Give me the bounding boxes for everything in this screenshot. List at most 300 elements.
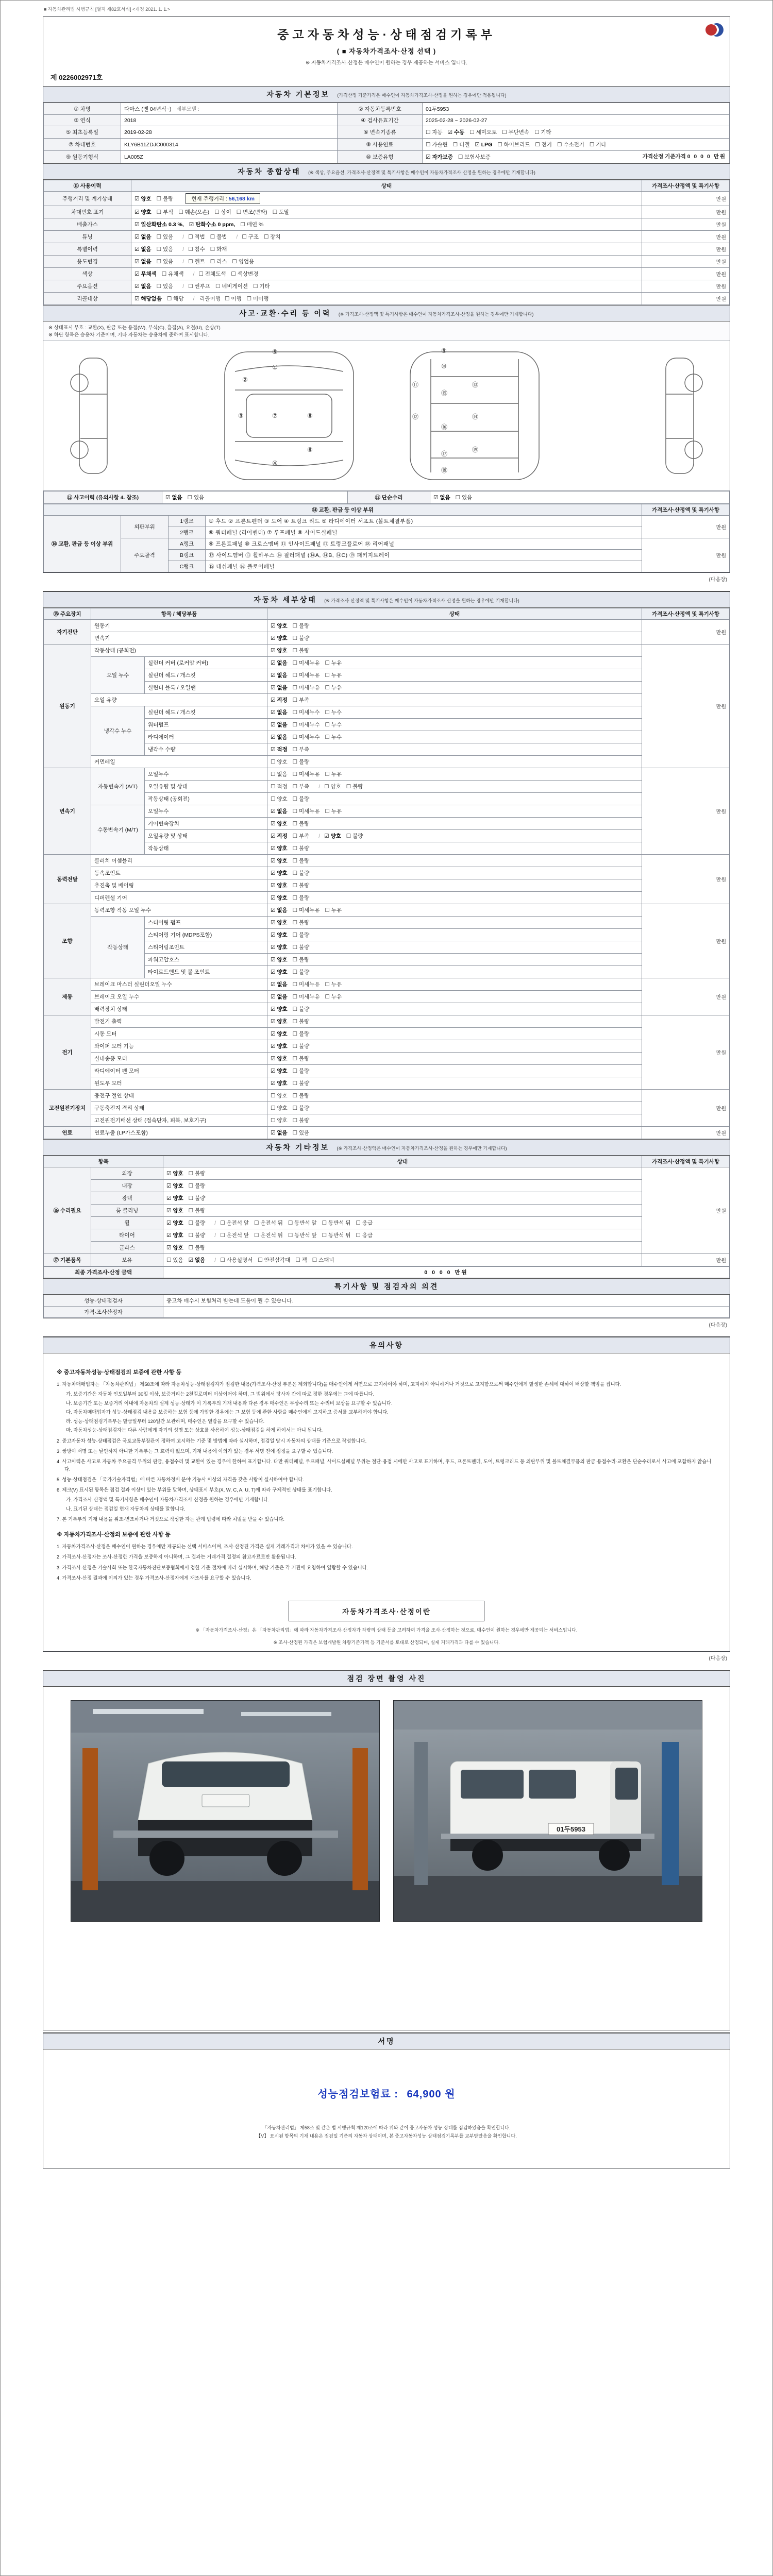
checkbox-option[interactable]: ☐ 썬루프 [188,283,210,290]
checkbox-option[interactable]: ☐ 불량 [292,845,310,852]
status-cell [267,669,642,682]
checkbox-option[interactable]: ☐ 네비게이션 [215,283,248,290]
checkbox-option[interactable]: ☐ 불량 [292,1080,310,1087]
checkbox-option[interactable]: ☐ 양호 [324,784,341,790]
detail-row [44,682,730,694]
checkbox-option[interactable]: ☑ 없음 [271,722,288,728]
checkbox-option[interactable]: ☑ 적정 [271,747,288,753]
checkbox-option[interactable]: ☐ 렌트 [188,259,205,265]
submodel-label: 세부모델 : [176,107,199,112]
checkbox-option[interactable]: ☐ 있음 [166,1257,183,1263]
checkbox-option[interactable]: ☐ 누유 [325,981,342,988]
item-label: 시동 모터 [91,1028,267,1040]
checkbox-option[interactable]: ☐ 불량 [292,858,310,864]
checkbox-option[interactable]: ☐ 누유 [325,771,342,777]
panel-number-mark: ④ [272,460,278,467]
checkbox-option[interactable]: ☐ 양호 [271,796,288,802]
checkbox-option[interactable]: ☐ 미세누유 [292,981,320,988]
checkbox-option[interactable]: ☐ 불량 [292,920,310,926]
checkbox-option[interactable]: ☑ 양호 [271,1080,288,1087]
checkbox-option[interactable]: ☐ 운전석 앞 [220,1232,249,1239]
detail-row [44,842,730,855]
checkbox-option[interactable]: ☐ 불량 [292,1068,310,1074]
notice-item: 4. 사고이력은 사고로 자동차 주요골격 부위의 판금, 용접수리 및 교환이 있는 경우에 한하여 표기합니다. 다만 쿼터패널, 루프패널, 사이드실패널 부위는 절단·용접 시에만 사고로 표기하며, 후드, 프론트펜더, 도어, 트렁크리드 등 외판부위 및 볼트체결부품의 판금·용접수리·교환은 단순수리로서 사고에 포함하지 않습니다. [57,1459,712,1472]
checkbox-option[interactable]: ☐ 스패너 [312,1257,334,1263]
rank-label: B랭크 [169,550,206,561]
checkbox-option[interactable]: ☐ 불량 [292,796,310,802]
base-price-label: 가격산정 기준가격 [642,154,686,160]
checkbox-option[interactable]: ☐ 부족 [292,747,310,753]
status-cell [267,719,642,731]
status-cell [267,1114,642,1127]
checkbox-option[interactable]: ☐ 미세누수 [292,709,320,716]
checkbox-option[interactable]: ☐ 부족 [292,833,310,839]
status-cell [267,1077,642,1090]
checkbox-option[interactable]: ☑ 양호 [166,1183,183,1189]
checkbox-option[interactable]: ☐ 전기 [535,142,552,148]
checkbox-option[interactable]: ☑ 양호 [271,858,288,864]
checkbox-option[interactable]: ☑ 없음 [433,495,450,501]
checkbox-option[interactable]: ☑ 없음 [271,734,288,740]
checkbox-option[interactable]: ☐ 불량 [292,821,310,827]
checkbox-option[interactable]: ☑ 양호 [271,932,288,938]
section-title: 자동차 기타정보 [266,1143,329,1151]
checkbox-option[interactable]: ☐ 디젤 [452,142,470,148]
checkbox-option[interactable]: ☑ 양호 [271,623,288,629]
checkbox-option[interactable]: ☑ 양호 [271,870,288,876]
checkbox-option[interactable]: ☐ 운전석 앞 [220,1220,249,1226]
checkbox-option[interactable]: ☑ 없음 [271,685,288,691]
section-header-notice [43,1337,730,1353]
field-value-engine: LA005Z [121,151,338,163]
misc-row [44,1180,730,1192]
checkbox-option[interactable]: ☐ 누유 [325,660,342,666]
checkbox-option[interactable]: ☐ 하이브리드 [497,142,530,148]
checkbox-option[interactable]: ☐ 누유 [325,672,342,679]
checkbox-option[interactable]: ☐ 미세누유 [292,672,320,679]
status-cell [267,991,642,1003]
checkbox-option[interactable]: ☐ 불량 [292,1031,310,1037]
checkbox-option[interactable]: ☑ 없음 [135,234,152,240]
col-price: 가격조사·산정액 및 특기사항 [642,608,730,620]
checkbox-option[interactable]: ☐ 불량 [292,1117,310,1124]
checkbox-option[interactable]: ☑ 없음 [271,1130,288,1136]
col-price: 가격조사·산정액 및 특기사항 [642,504,730,516]
checkbox-option[interactable]: ☑ 양호 [166,1208,183,1214]
checkbox-option[interactable]: ☑ 없음 [271,907,288,913]
item-label: 작동상태 (공회전) [91,645,267,657]
checkbox-option[interactable]: ☐ 누수 [325,734,342,740]
panel-exchange-table [43,504,730,572]
checkbox-option[interactable]: ☑ 양호 [271,1006,288,1012]
checkbox-option[interactable]: ☐ 미이행 [246,296,269,302]
checkbox-option[interactable]: ☐ 매연 % [240,222,264,228]
device-label: 고전원전기장치 [44,1090,91,1127]
checkbox-option[interactable]: ☐ 불량 [188,1208,206,1214]
checkbox-option[interactable]: ☐ 가솔린 [426,142,448,148]
checkbox-option[interactable]: ☐ 누유 [325,994,342,1000]
checkbox-option[interactable]: ☐ 유채색 [161,271,184,277]
item-label: 라디에이터 [145,731,267,743]
checkbox-option[interactable]: ☐ 양호 [271,1093,288,1099]
checkbox-option[interactable]: ☑ 양호 [271,635,288,641]
price-amount-cell [642,1015,730,1090]
item-label: 외장 [91,1167,163,1180]
checkbox-option[interactable]: ☐ 적법 [188,234,205,240]
checkbox-option[interactable]: ☐ 불량 [292,1056,310,1062]
detail-row [44,1015,730,1028]
checkbox-option[interactable]: ☐ 불량 [292,623,310,629]
price-amount-cell [642,904,730,978]
checkbox-option[interactable]: ☐ 안전삼각대 [258,1257,291,1263]
section-title: 서명 [378,2037,395,2046]
checkbox-option[interactable]: ☑ 양호 [271,1043,288,1049]
misc-row [44,1229,730,1242]
checkbox-option[interactable]: ☐ 불량 [188,1232,206,1239]
section-note: (※ 가격조사·산정액 및 특기사항은 매수인이 자동차가격조사·산정을 원하는 경우에만 기재합니다) [324,598,519,603]
item-label: 브레이크 오일 누수 [91,991,267,1003]
checkbox-option[interactable]: ☐ 불량 [292,1006,310,1012]
checkbox-option[interactable]: ☐ 장치 [263,234,281,240]
col-usage-history: ⑪ 사용이력 [44,180,131,192]
checkbox-option[interactable]: ☑ 해당없음 [135,296,162,302]
opinion-row [44,1295,730,1307]
panel-category: 주요골격 [121,538,169,572]
item-label: 오일누수 [145,768,267,781]
item-label: 오일 유량 [91,694,267,706]
checkbox-option[interactable]: ☐ 구조 [242,234,259,240]
panel-items: ⑥ 쿼터패널 (리어펜더) ⑦ 루프패널 ⑧ 사이드실패널 [206,527,642,538]
checkbox-option[interactable]: ☐ 리스 [210,259,227,265]
checkbox-option[interactable]: ☐ 색상변경 [231,271,259,277]
checkbox-option[interactable]: ☐ 동반석 앞 [288,1232,317,1239]
checkbox-option[interactable]: ☐ 미세누수 [292,722,320,728]
simple-repair-options [430,492,730,504]
pricing-definition-box: 자동차가격조사·산정이란 [289,1601,484,1621]
checkbox-option[interactable]: ☐ 동반석 앞 [288,1220,317,1226]
checkbox-option[interactable]: ☐ 미세누유 [292,994,320,1000]
checkbox-option[interactable]: ☐ 불량 [292,759,310,765]
checkbox-option[interactable]: ☐ 화재 [210,246,227,252]
item-label: 구동축전지 격리 상태 [91,1102,267,1114]
device-label: 자기진단 [44,620,91,645]
status-cell [267,768,642,781]
checkbox-option[interactable]: ☑ 적정 [271,833,288,839]
panel-number-mark: ⑫ [412,413,419,420]
appraiser-note [163,1307,730,1318]
checkbox-option[interactable]: ☑ 일산화탄소 0.3 %, [135,222,184,228]
checkbox-option[interactable]: ☐ 무단변속 [502,129,530,135]
checkbox-option[interactable]: ☐ 누수 [325,722,342,728]
checkbox-option[interactable]: ☑ 양호 [271,1068,288,1074]
checkbox-option[interactable]: ☑ 없음 [165,495,182,501]
checkbox-option[interactable]: ☐ 불량 [188,1195,206,1201]
item-label: 오일유량 및 상태 [145,830,267,842]
notice-subitem: 다. 자동차매매업자가 성능·상태점검 내용을 보증하는 보험 등에 가입한 경우에는 그 보험 등에 관한 사항을 매수인에게 고지하고 증서를 교부하여야 합니다. [66,1409,389,1415]
checkbox-option[interactable]: ☐ 양호 [271,1117,288,1124]
checkbox-option[interactable]: ☐ 응급 [356,1220,373,1226]
detail-row [44,830,730,842]
checkbox-option[interactable]: ☐ 미세누유 [292,907,320,913]
accident-history-table [43,491,730,504]
field-value-vin: KLY6B11ZDJC000314 [121,139,338,151]
checkbox-option[interactable]: ☐ 세미오토 [469,129,497,135]
checkbox-option[interactable]: ☐ 운전석 뒤 [254,1232,283,1239]
checkbox-option[interactable]: ☐ 있음 [292,1130,310,1136]
checkbox-option[interactable]: ☐ 불량 [188,1171,206,1177]
checkbox-option[interactable]: ☐ 잭 [295,1257,307,1263]
status-cell [131,243,642,256]
checkbox-option[interactable]: ☐ 누유 [325,808,342,815]
checkbox-option[interactable]: ☐ 불법 [210,234,227,240]
checkbox-option[interactable]: ☑ 양호 [271,883,288,889]
checkbox-option[interactable]: ☐ 수소전기 [557,142,584,148]
checkbox-option[interactable]: ☐ 보험사보증 [458,154,491,160]
status-cell [163,1217,642,1229]
checkbox-option[interactable]: ☑ 양호 [271,1019,288,1025]
checkbox-option[interactable]: ☑ 없음 [135,283,152,290]
checkbox-option[interactable]: ☑ 양호 [166,1195,183,1201]
inspector-label: 성능·상태점검자 [44,1295,163,1307]
checkbox-option[interactable]: ☐ 없음 [271,771,288,777]
checkbox-option[interactable]: ☐ 불량 [188,1220,206,1226]
checkbox-option[interactable]: ☑ 양호 [271,920,288,926]
checkbox-option[interactable]: ☐ 운전석 뒤 [254,1220,283,1226]
next-page-marker: (다음장) [709,1323,727,1328]
checkbox-option[interactable]: ☐ 불량 [292,895,310,901]
checkbox-option[interactable]: ☐ 사용설명서 [220,1257,253,1263]
checkbox-option[interactable]: ☑ 양호 [271,957,288,963]
detail-row [44,657,730,669]
panel-number-mark: ⑱ [441,467,448,474]
panel-number-mark: ⑨ [441,347,447,354]
panel-number-mark: ① [272,364,278,371]
checkbox-option[interactable]: ☑ 적정 [271,697,288,703]
checkbox-option[interactable]: ☐ 누유 [325,685,342,691]
checkbox-option[interactable]: ☐ 누수 [325,709,342,716]
checkbox-option[interactable]: ☑ 양호 [135,209,152,215]
checkbox-option[interactable]: ☐ 있음 [156,259,174,265]
checkbox-option[interactable]: ☑ 양호 [271,845,288,852]
checkbox-option[interactable]: ☑ 없음 [271,709,288,716]
status-cell [267,682,642,694]
mileage-box [186,193,260,204]
checkbox-option[interactable]: ☐ 도말 [272,209,290,215]
status-cell [267,645,642,657]
panel-items: ⑨ 프론트패널 ⑩ 크로스멤버 ⑪ 인사이드패널 ⑰ 트렁크플로어 ⑱ 리어패널 [206,538,642,550]
checkbox-option[interactable]: ☑ LPG [475,142,493,148]
detail-row [44,1102,730,1114]
checkbox-option[interactable]: ☐ 불량 [292,944,310,951]
price-unit: 만원 [716,939,726,945]
price-unit: 만원 [716,553,726,559]
checkbox-option[interactable]: ☐ 불량 [292,1043,310,1049]
overall-row [44,256,730,268]
field-label-firstreg: ⑤ 최초등록일 [44,126,121,139]
checkbox-option[interactable]: ☐ 훼손(오손) [178,209,210,215]
checkbox-option[interactable]: ☐ 있음 [156,283,174,290]
checkbox-option[interactable]: ☐ 전체도색 [198,271,226,277]
checkbox-option[interactable]: ☐ 동반석 뒤 [322,1232,351,1239]
checkbox-option[interactable]: ☑ 양호 [166,1220,183,1226]
checkbox-option[interactable]: ☐ 있음 [156,246,174,252]
checkbox-option[interactable]: ☐ 양호 [271,1105,288,1111]
checkbox-option[interactable]: ☑ 없음 [271,672,288,679]
inspection-insurance-fee [54,2086,719,2100]
checkbox-option[interactable]: ☐ 적정 [271,784,288,790]
checkbox-option[interactable]: ☐ 미세누유 [292,808,320,815]
fee-value: 64,900 원 [407,2089,456,2100]
status-cell [267,917,642,929]
panel-items: ⑮ 대쉬패널 ⑯ 플로어패널 [206,561,642,572]
section-header-photos [43,1670,730,1687]
checkbox-option[interactable]: ☐ 미세누유 [292,685,320,691]
status-cell [267,892,642,904]
checkbox-option[interactable]: ☐ 불량 [292,1105,310,1111]
price-unit: 만원 [716,630,726,636]
checkbox-option[interactable]: ☐ 부족 [292,784,310,790]
checkbox-option[interactable]: ☐ 부족 [292,697,310,703]
section-header-detail [43,591,730,608]
status-cell [267,954,642,966]
checkbox-option[interactable]: ☐ 양호 [271,759,288,765]
detail-row [44,669,730,682]
notice-item: 1. 자동차가격조사·산정은 매수인이 원하는 경우에만 제공되는 선택 서비스이며, 조사·산정된 가격은 실제 거래가격과 차이가 있을 수 있습니다. [57,1544,353,1550]
inspection-photo-side-lift [393,1700,702,1922]
pricing-note-2: ※ 조사·산정된 가격은 보험개발원 차량기준가액 등 기준서를 토대로 산정되며, 실제 거래가격과 다를 수 있습니다. [273,1640,500,1645]
checkbox-option[interactable]: ☐ 미세누수 [292,734,320,740]
checkbox-option[interactable]: ☐ 부식 [156,209,174,215]
detail-form-box [43,591,730,1318]
checkbox-option[interactable]: ☐ 기타 [534,129,551,135]
checkbox-option[interactable]: ☑ 양호 [271,648,288,654]
checkbox-option[interactable]: ☐ 불량 [156,196,174,202]
section-title: 특기사항 및 점검자의 의견 [334,1282,439,1291]
signature-box [43,2032,730,2168]
panel-number-mark: ⑲ [472,446,479,453]
checkbox-option[interactable]: ☐ 불량 [188,1245,206,1251]
panel-number-mark: ⑩ [441,363,447,370]
checkbox-option[interactable]: ☐ 기타 [253,283,270,290]
checkbox-option[interactable]: ☐ 있음 [156,234,174,240]
checkbox-option[interactable]: ☑ 무채색 [135,271,157,277]
checkbox-option[interactable]: ☑ 없음 [135,246,152,252]
checkbox-option[interactable]: ☐ 누유 [325,907,342,913]
fee-label: 성능점검보험료 : [317,2089,398,2100]
checkbox-option[interactable]: ☐ 자동 [426,129,443,135]
detail-row [44,1053,730,1065]
pricing-note-1: ※ 「자동차가격조사·산정」은 「자동차관리법」에 따라 자동차가격조사·산정자가 차량의 상태 등을 고려하여 가격을 조사·산정하는 것으로, 매수인이 원하는 경우에만 제공되는 서비스입니다. [195,1627,578,1633]
checkbox-option[interactable]: ☐ 불량 [292,648,310,654]
checkbox-option[interactable]: ☐ 있음 [187,495,205,501]
inspection-photo-front-lift [71,1700,380,1922]
checkbox-option[interactable]: ☐ 있음 [455,495,473,501]
checkbox-option[interactable]: ☐ 불량 [292,1093,310,1099]
checkbox-option[interactable]: ☐ 불량 [292,635,310,641]
item-label: 와이퍼 모터 기능 [91,1040,267,1053]
checkbox-option[interactable]: ☐ 침수 [188,246,205,252]
checkbox-option[interactable]: ☐ 변조(변타) [236,209,267,215]
status-cell [131,206,642,218]
checkbox-option[interactable]: ☑ 양호 [166,1245,183,1251]
checkbox-option[interactable]: ☑ 없음 [271,994,288,1000]
item-label: 보유 [91,1254,163,1266]
checkbox-option[interactable]: ☑ 양호 [271,1056,288,1062]
checkbox-option[interactable]: ☐ 불량 [292,932,310,938]
checkbox-option[interactable]: ☐ 불량 [292,969,310,975]
price-amount-cell [642,243,730,256]
checkbox-option[interactable]: ☐ 불량 [346,784,363,790]
checkbox-option[interactable]: ☐ 미세누유 [292,771,320,777]
status-cell [267,694,642,706]
checkbox-option[interactable]: ☐ 이행 [225,296,242,302]
checkbox-option[interactable]: ☑ 탄화수소 0 ppm, [189,222,236,228]
checkbox-option[interactable]: ☑ 양호 [135,196,152,202]
checkbox-option[interactable]: ☑ 양호 [271,1031,288,1037]
checkbox-option[interactable]: ☐ 영업용 [232,259,255,265]
price-unit: 만원 [716,704,726,710]
checkbox-option[interactable]: ☑ 없음 [188,1257,206,1263]
status-cell [163,1205,642,1217]
checkbox-option[interactable]: ☐ 상이 [214,209,231,215]
checkbox-option[interactable]: ☐ 불량 [292,1019,310,1025]
checkbox-option[interactable]: ☑ 없음 [271,808,288,815]
mileage-value: 56,168 km [228,196,255,202]
checkbox-option[interactable]: ☑ 자가보증 [426,154,453,160]
detail-row [44,1003,730,1015]
checkbox-option[interactable]: ☐ 불량 [292,957,310,963]
checkbox-option[interactable]: ☐ 불량 [346,833,363,839]
final-price-table [43,1266,730,1278]
overall-row [44,206,730,218]
checkbox-option[interactable]: ☐ 기타 [589,142,607,148]
section-note: (※ 가격조사·산정액은 매수인이 자동차가격조사·산정을 원하는 경우에만 기재합니다) [337,1146,507,1151]
detail-row [44,781,730,793]
checkbox-option[interactable]: ☑ 수동 [447,129,465,135]
checkbox-option[interactable]: ☑ 양호 [166,1171,183,1177]
checkbox-option[interactable]: ☐ 불량 [188,1183,206,1189]
checkbox-option[interactable]: ☑ 양호 [324,833,341,839]
misc-row [44,1192,730,1205]
checkbox-option[interactable]: ☑ 양호 [166,1232,183,1239]
field-label-fuel: ⑧ 사용연료 [338,139,423,151]
price-amount-cell [642,855,730,904]
rank-label: 1랭크 [169,516,206,527]
checkbox-option[interactable]: ☐ 해당 [166,296,184,302]
item-label: 원동기 [91,620,267,632]
checkbox-option[interactable]: ☐ 동반석 뒤 [322,1220,351,1226]
checkbox-option[interactable]: ☑ 양호 [271,821,288,827]
checkbox-option[interactable]: ☐ 불량 [292,883,310,889]
checkbox-option[interactable]: ☑ 양호 [271,969,288,975]
checkbox-option[interactable]: ☐ 불량 [292,870,310,876]
checkbox-option[interactable]: ☐ 응급 [356,1232,373,1239]
group-divider: / [182,246,184,252]
detail-row [44,879,730,892]
group-divider: / [214,1232,216,1239]
checkbox-option[interactable]: ☐ 미세누유 [292,660,320,666]
checkbox-option[interactable]: ☑ 양호 [271,944,288,951]
checkbox-option[interactable]: ☑ 없음 [271,660,288,666]
panel-number-mark: ⑰ [441,450,448,457]
detail-row [44,706,730,719]
vehicle-damage-diagram [43,341,730,491]
checkbox-option[interactable]: ☑ 양호 [271,895,288,901]
checkbox-option[interactable]: ☑ 없음 [135,259,152,265]
status-cell [267,793,642,805]
basic-row [44,126,730,139]
checkbox-option[interactable]: ☑ 없음 [271,981,288,988]
